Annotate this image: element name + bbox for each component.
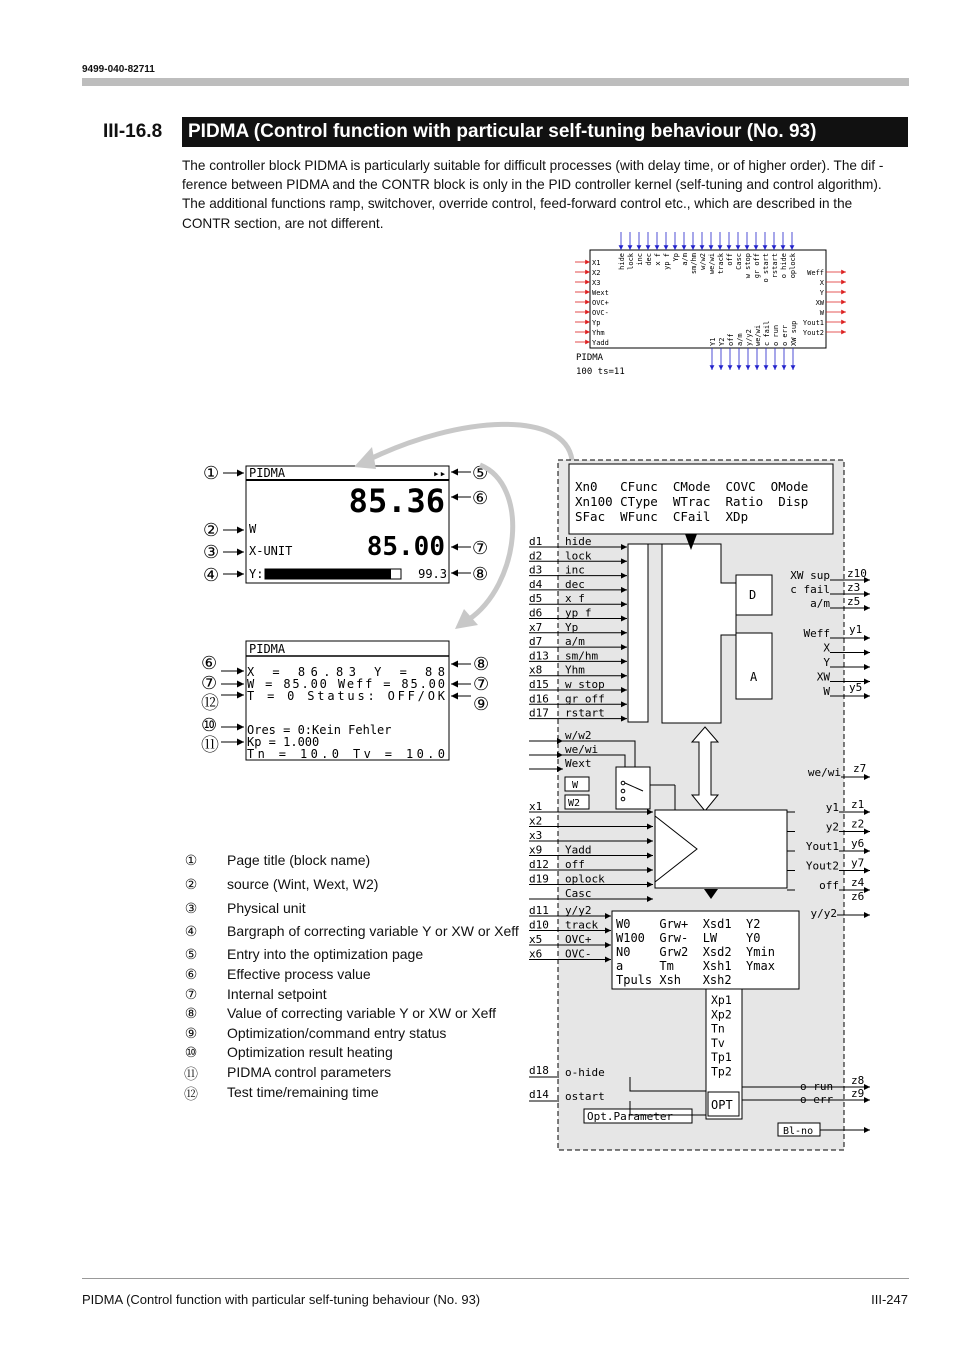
tune-line5: Tpuls Xsh Xsh2 — [616, 973, 732, 987]
diagram-input-label: Casc — [565, 887, 592, 900]
a-output-label: X — [823, 641, 830, 655]
diagram-input-tag: x1 — [529, 800, 543, 813]
opt-output-label: o run — [800, 1080, 834, 1093]
opt-output-tag: z8 — [851, 1074, 865, 1087]
diagram-input-tag: d16 — [529, 692, 549, 706]
callout-3: ③ — [203, 542, 220, 563]
w2-box-label: W2 — [568, 798, 581, 809]
callout-6: ⑥ — [472, 488, 489, 509]
callout-8: ⑧ — [472, 564, 489, 585]
diagram-input-label: dec — [565, 577, 585, 591]
a-output-label: Y — [823, 656, 830, 669]
opt-label: OPT — [711, 1098, 733, 1112]
diagram-input-label: w stop — [565, 678, 605, 691]
symbol-input-label: Wext — [592, 289, 609, 297]
symbol-top-label: sm/hm — [690, 253, 698, 275]
diagram-input-tag: x9 — [529, 843, 543, 857]
w-box-label: W — [572, 780, 579, 791]
symbol-bottom-label: y/y2 — [745, 329, 753, 346]
display2-line1: X = 86.83 Y = 88 — [247, 665, 445, 679]
symbol-bottom-label: o run — [772, 324, 780, 346]
symbol-top-label: lock — [627, 253, 635, 270]
tune-line1: W0 Grw+ Xsd1 Y2 — [616, 917, 761, 931]
bargraph-label: Y: — [249, 567, 264, 581]
legend-text: Entry into the optimization page — [227, 946, 424, 962]
opt-input-tag: d14 — [529, 1088, 549, 1101]
opt-param: Xp2 — [711, 1007, 732, 1022]
block-name: PIDMA — [576, 353, 604, 363]
symbol-output-label: Yout1 — [802, 319, 824, 327]
symbol-top-label: off — [726, 253, 734, 266]
ctrl-output-tag: y7 — [851, 856, 865, 870]
diagram-w-input-label: we/wi — [565, 743, 599, 756]
opt-output-tag: z9 — [851, 1087, 865, 1100]
legend-number: ⑧ — [184, 1005, 198, 1021]
a-output-tag: y5 — [849, 681, 863, 694]
symbol-bottom-label: we/wi — [754, 324, 762, 346]
diagram-input-tag: d13 — [529, 649, 549, 663]
diagram-input-label: inc — [565, 563, 585, 577]
symbol-input-label: X1 — [592, 259, 601, 267]
legend-text: Value of correcting variable Y or XW or Xeff — [227, 1005, 496, 1021]
a-output-tag: y1 — [849, 623, 863, 636]
diagram-input-tag: d7 — [529, 635, 543, 649]
display-optimization-page — [195, 638, 505, 763]
callout-2: ② — [203, 520, 220, 541]
diagram-input-tag: d11 — [529, 904, 549, 917]
d-output-tag: z10 — [847, 567, 867, 580]
legend-number: ⑩ — [184, 1044, 198, 1060]
diagram-input-tag: x7 — [529, 620, 543, 634]
callout-11: ⑪ — [201, 735, 219, 756]
display2-line4: Ores = 0:Kein Fehler — [247, 723, 392, 737]
diagram-input-label: off — [565, 858, 585, 871]
opt-input-label: o-hide — [565, 1066, 605, 1079]
diagram-input-tag: x3 — [529, 829, 543, 842]
diagram-input-tag: d2 — [529, 549, 543, 563]
block-number-label: Bl-no — [783, 1126, 814, 1137]
symbol-bottom-label: a/m — [736, 333, 744, 346]
legend-number: ⑦ — [184, 986, 198, 1002]
diagram-input-label: OVC- — [565, 947, 592, 961]
callout-7b: ⑦ — [201, 673, 218, 694]
diagram-input-tag: x6 — [529, 947, 543, 961]
diagram-input-label: OVC+ — [565, 933, 592, 946]
tune-line3: N0 Grw2 Xsd2 Ymin — [616, 945, 775, 959]
symbol-input-label: Yhm — [592, 329, 605, 337]
callout-1: ① — [203, 463, 220, 484]
symbol-top-label: we/wi — [708, 253, 716, 275]
diagram-input-tag: d19 — [529, 872, 549, 886]
block-symbol — [570, 230, 860, 380]
legend-text: Test time/remaining time — [227, 1084, 379, 1100]
opt-param: Tp2 — [711, 1064, 732, 1079]
symbol-output-label: Yout2 — [802, 329, 824, 337]
symbol-top-label: a/m — [681, 253, 689, 266]
param-line2: Xn100 CType WTrac Ratio Disp — [575, 494, 809, 509]
symbol-bottom-label: c fail — [763, 320, 771, 346]
display2-line3: T = 0 Status: OFF/OK — [247, 689, 445, 703]
yy2-output-tag: z6 — [851, 890, 865, 903]
diagram-input-label: yp f — [565, 606, 592, 620]
a-block-label: A — [750, 670, 758, 684]
symbol-top-label: o hide — [780, 253, 788, 279]
footer-title: PIDMA (Control function with particular self-tuning behaviour (No. 93) — [82, 1292, 481, 1307]
legend-text: PIDMA control parameters — [227, 1064, 392, 1080]
physical-unit: X-UNIT — [249, 544, 293, 558]
symbol-top-label: Yp — [672, 253, 680, 262]
diagram-input-tag: x2 — [529, 814, 543, 828]
legend-number: ① — [184, 852, 198, 868]
ctrl-output-tag: y6 — [851, 837, 865, 850]
d-output-label: XW sup — [790, 569, 830, 582]
symbol-input-label: OVC- — [592, 309, 609, 317]
display1-title: PIDMA — [249, 466, 286, 480]
a-output-label: Weff — [803, 627, 830, 640]
display2-line5: Kp = 1.000 — [247, 735, 320, 749]
legend-text: Optimization/command entry status — [227, 1025, 447, 1041]
opt-param: Xp1 — [711, 993, 732, 1007]
diagram-input-label: rstart — [565, 706, 605, 720]
callout-9: ⑨ — [473, 694, 490, 715]
symbol-input-label: Yp — [592, 319, 601, 327]
diagram-input-tag: d5 — [529, 592, 543, 606]
legend-number: ⑥ — [184, 966, 198, 982]
ctrl-output-tag: z4 — [851, 876, 865, 889]
diagram-input-tag: d12 — [529, 858, 549, 871]
symbol-bottom-label: Y2 — [718, 337, 726, 346]
diagram-input-label: y/y2 — [565, 904, 592, 917]
symbol-input-label: X3 — [592, 279, 601, 287]
diagram-input-label: track — [565, 918, 599, 932]
ctrl-output-label: Yout2 — [805, 859, 839, 873]
tune-line2: W100 Grw- LW Y0 — [616, 931, 761, 945]
symbol-input-label: OVC+ — [592, 299, 609, 307]
symbol-bottom-label: Y1 — [709, 337, 717, 346]
symbol-top-label: track — [717, 253, 725, 275]
symbol-bottom-label: o err — [781, 324, 789, 346]
correcting-value: 99.3 — [418, 567, 447, 581]
display2-line2: W = 85.00 Weff = 85.00 — [247, 677, 445, 691]
symbol-output-label: XW — [815, 299, 824, 307]
diagram-w-input-label: w/w2 — [565, 729, 592, 742]
symbol-input-label: X2 — [592, 269, 601, 277]
legend-text: Optimization result heating — [227, 1044, 393, 1060]
legend-number: ⑪ — [184, 1066, 198, 1082]
diagram-input-label: sm/hm — [565, 649, 599, 663]
yy2-output-label: y/y2 — [810, 907, 837, 920]
diagram-input-label: gr off — [565, 692, 605, 706]
opt-output-label: o err — [800, 1093, 834, 1106]
diagram-w-input-label: Wext — [565, 757, 592, 770]
callout-4: ④ — [203, 565, 220, 586]
setpoint-source-label: W — [249, 522, 257, 536]
diagram-input-tag: d4 — [529, 577, 543, 591]
ctrl-output-tag: z2 — [851, 817, 865, 831]
footer-line — [82, 1278, 909, 1279]
ctrl-output-tag: z1 — [851, 798, 865, 811]
d-output-tag: z5 — [847, 595, 861, 608]
symbol-top-label: dec — [645, 253, 653, 266]
section-title: PIDMA (Control function with particular self-tuning behaviour (No. 93) — [182, 117, 908, 147]
function-diagram — [525, 455, 885, 1155]
a-output-label: XW — [816, 670, 830, 684]
symbol-bottom-label: off — [727, 333, 735, 346]
page-number: III-247 — [871, 1292, 908, 1307]
header-bar — [82, 78, 909, 86]
wewi-output-label: we/wi — [807, 766, 841, 779]
diagram-input-tag: d6 — [529, 606, 543, 620]
diagram-input-tag: x5 — [529, 933, 543, 946]
legend-text: source (Wint, Wext, W2) — [227, 876, 379, 892]
ctrl-output-label: y1 — [825, 801, 839, 814]
diagram-input-label: a/m — [565, 635, 585, 649]
diagram-input-label: x f — [565, 592, 585, 606]
symbol-top-label: w stop — [744, 253, 752, 279]
symbol-top-label: hide — [618, 253, 626, 270]
intro-paragraph: The controller block PIDMA is particularly suitable for difficult processes (with delay time, or of higher order). The dif - ference between PIDMA and the CONTR block is only in the PID controller kernel (self-tuning and control algorithm). The additional functions ramp, switchover, override control, feed-forward control etc., which are described in the CONTR section, are not different. — [182, 158, 884, 231]
callout-7: ⑦ — [472, 538, 489, 559]
symbol-output-label: Weff — [807, 269, 824, 277]
optimization-entry-arrows[interactable]: ▸▸ — [433, 467, 447, 480]
symbol-input-label: Yadd — [592, 339, 609, 347]
opt-parameter-label: Opt.Parameter — [587, 1110, 674, 1123]
symbol-top-label: o start — [762, 253, 770, 283]
d-block-label: D — [749, 588, 757, 602]
diagram-input-label: lock — [565, 549, 592, 563]
diagram-input-tag: d1 — [529, 535, 543, 548]
opt-param: Tv — [711, 1035, 725, 1050]
d-output-tag: z3 — [847, 581, 861, 594]
process-value: 85.36 — [348, 482, 445, 520]
legend-text: Physical unit — [227, 900, 306, 916]
legend-text: Internal setpoint — [227, 986, 327, 1002]
display2-line6: Tn = 10.0 Tv = 10.0 — [247, 747, 445, 761]
internal-setpoint: 85.00 — [366, 532, 445, 562]
callout-5: ⑤ — [472, 463, 489, 484]
diagram-input-label: Yhm — [565, 663, 585, 677]
a-output-label: W — [823, 685, 830, 698]
diagram-input-label: Yp — [565, 620, 579, 634]
d-output-label: c fail — [790, 583, 830, 596]
symbol-top-label: w/w2 — [699, 253, 707, 270]
symbol-output-label: W — [819, 309, 824, 317]
display2-title: PIDMA — [249, 642, 286, 656]
document-number: 9499-040-82711 — [82, 64, 155, 75]
callout-7c: ⑦ — [473, 674, 490, 695]
diagram-input-label: hide — [565, 535, 592, 548]
diagram-input-tag: d3 — [529, 563, 543, 577]
block-id: 100 ts=11 — [576, 367, 625, 377]
legend-text: Bargraph of correcting variable Y or XW or Xeff — [227, 923, 519, 939]
diagram-input-label: Yadd — [565, 843, 592, 857]
symbol-bottom-label: XW sup — [790, 320, 798, 346]
d-output-label: a/m — [810, 597, 830, 610]
symbol-output-label: X — [819, 279, 824, 287]
legend-number: ③ — [184, 900, 198, 916]
param-line3: SFac WFunc CFail XDp — [575, 509, 749, 524]
callout-10: ⑩ — [201, 715, 218, 736]
symbol-top-label: yp f — [663, 253, 671, 270]
legend-text: Effective process value — [227, 966, 371, 982]
diagram-input-tag: d15 — [529, 678, 549, 691]
legend-number: ④ — [184, 923, 198, 939]
wewi-output-tag: z7 — [853, 762, 867, 775]
legend-number: ⑤ — [184, 946, 198, 962]
callout-8b: ⑧ — [473, 654, 490, 675]
symbol-output-label: Y — [819, 289, 824, 297]
callout-6b: ⑥ — [201, 653, 218, 674]
callout-12: ⑫ — [201, 693, 219, 714]
symbol-top-label: gr off — [753, 253, 761, 279]
symbol-top-label: Casc — [735, 253, 743, 270]
opt-input-tag: d18 — [529, 1064, 549, 1077]
legend-number: ② — [184, 876, 198, 892]
ctrl-output-label: off — [819, 879, 839, 892]
diagram-input-tag: x8 — [529, 663, 543, 677]
legend-text: Page title (block name) — [227, 852, 371, 868]
ctrl-output-label: y2 — [825, 820, 839, 834]
param-line1: Xn0 CFunc CMode COVC OMode — [575, 479, 809, 494]
diagram-input-label: oplock — [565, 872, 605, 886]
diagram-input-tag: d17 — [529, 706, 549, 720]
opt-param: Tn — [711, 1021, 725, 1036]
opt-input-label: ostart — [565, 1090, 605, 1103]
tune-line4: a Tm Xsh1 Ymax — [616, 959, 775, 973]
symbol-top-label: oplock — [789, 253, 797, 279]
symbol-top-label: x f — [654, 253, 662, 266]
ctrl-output-label: Yout1 — [805, 840, 839, 853]
section-number: III-16.8 — [103, 121, 163, 142]
diagram-input-tag: d10 — [529, 918, 549, 932]
symbol-top-label: inc — [636, 253, 644, 266]
legend-number: ⑨ — [184, 1025, 198, 1041]
opt-param: Tp1 — [711, 1050, 732, 1065]
legend-number: ⑫ — [184, 1086, 198, 1102]
symbol-top-label: rstart — [771, 253, 779, 279]
